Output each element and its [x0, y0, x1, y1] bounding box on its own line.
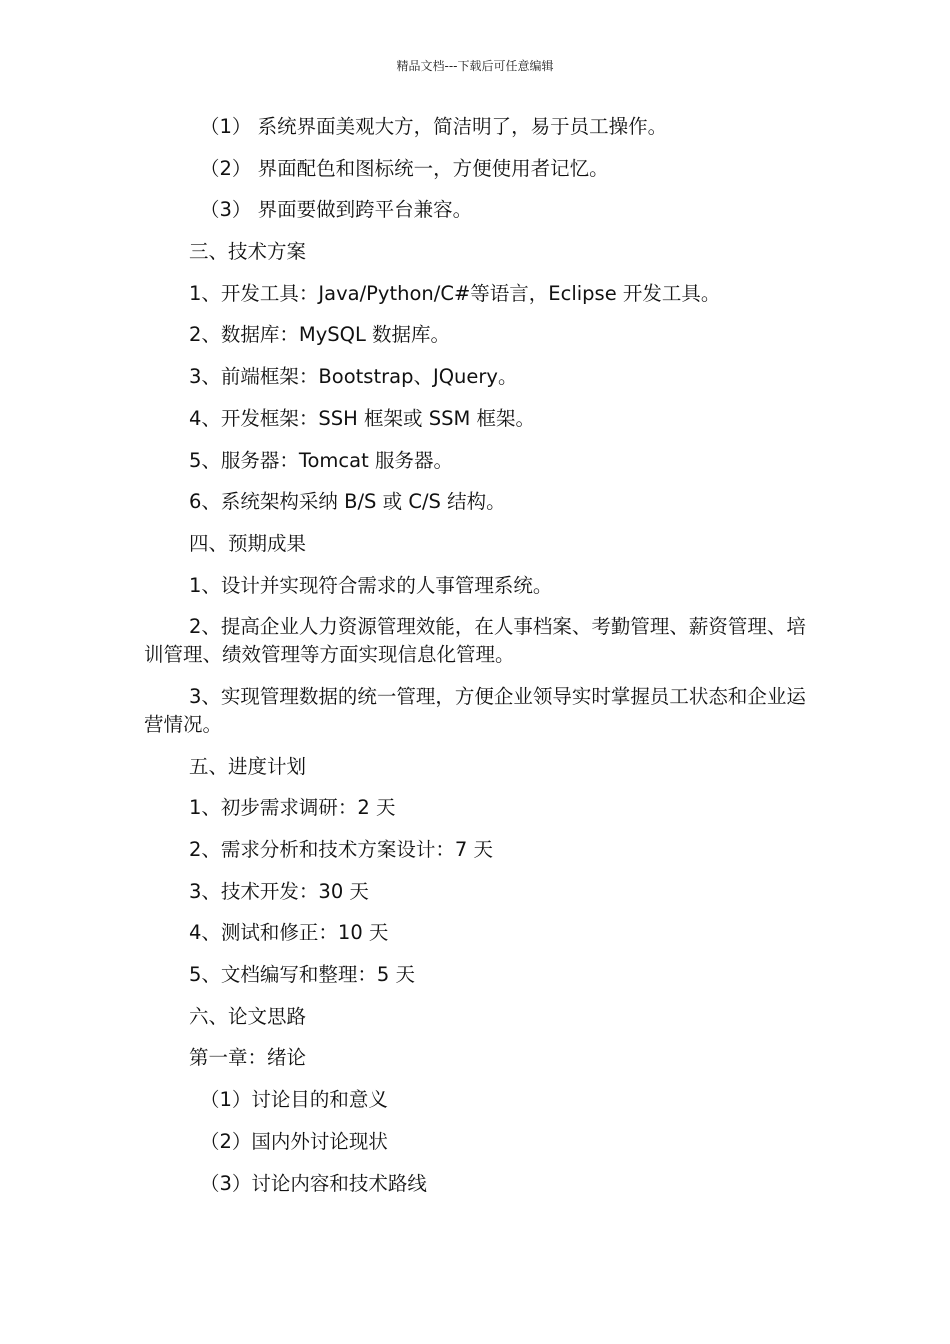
list-item: 5、服务器：Tomcat 服务器。	[189, 448, 453, 472]
list-item: 3、技术开发：30 天	[189, 879, 369, 903]
paragraph: 3、实现管理数据的统一管理，方便企业领导实时掌握员工状态和企业运营情况。	[144, 684, 806, 736]
document-body	[144, 113, 820, 1211]
list-item: 3、前端框架：Bootstrap、JQuery。	[189, 365, 518, 389]
section-heading: 三、技术方案	[189, 240, 307, 264]
list-item: 1、开发工具：Java/Python/C#等语言，Eclipse 开发工具。	[189, 281, 721, 305]
section-heading: 五、进度计划	[189, 754, 307, 778]
list-item: 4、测试和修正：10 天	[189, 921, 389, 945]
page-header: 精品文档---下载后可任意编辑	[396, 59, 554, 73]
paragraph: 2、提高企业人力资源管理效能，在人事档案、考勤管理、薪资管理、培训管理、绩效管理等方面实现信息化管理。	[144, 615, 806, 667]
list-item: （3） 界面要做到跨平台兼容。	[200, 198, 473, 222]
list-item: （2） 界面配色和图标统一，方便使用者记忆。	[200, 156, 609, 180]
list-item: 5、文档编写和整理：5 天	[189, 963, 416, 987]
list-item: 2、数据库：MySQL 数据库。	[189, 323, 451, 347]
section-heading: 四、预期成果	[189, 531, 307, 555]
list-item: （3）讨论内容和技术路线	[200, 1171, 427, 1195]
list-item: （1）讨论目的和意义	[200, 1088, 388, 1112]
list-item: 2、需求分析和技术方案设计：7 天	[189, 838, 494, 861]
list-item: 1、设计并实现符合需求的人事管理系统。	[189, 573, 553, 597]
list-item: （2）国内外讨论现状	[200, 1129, 388, 1153]
section-heading: 六、论文思路	[189, 1004, 307, 1028]
list-item: 1、初步需求调研：2 天	[189, 796, 396, 820]
list-item: 4、开发框架：SSH 框架或 SSM 框架。	[189, 406, 536, 430]
list-item: （1） 系统界面美观大方，简洁明了，易于员工操作。	[200, 115, 668, 138]
chapter-heading: 第一章：绪论	[189, 1046, 307, 1070]
list-item: 6、系统架构采纳 B/S 或 C/S 结构。	[189, 490, 506, 514]
